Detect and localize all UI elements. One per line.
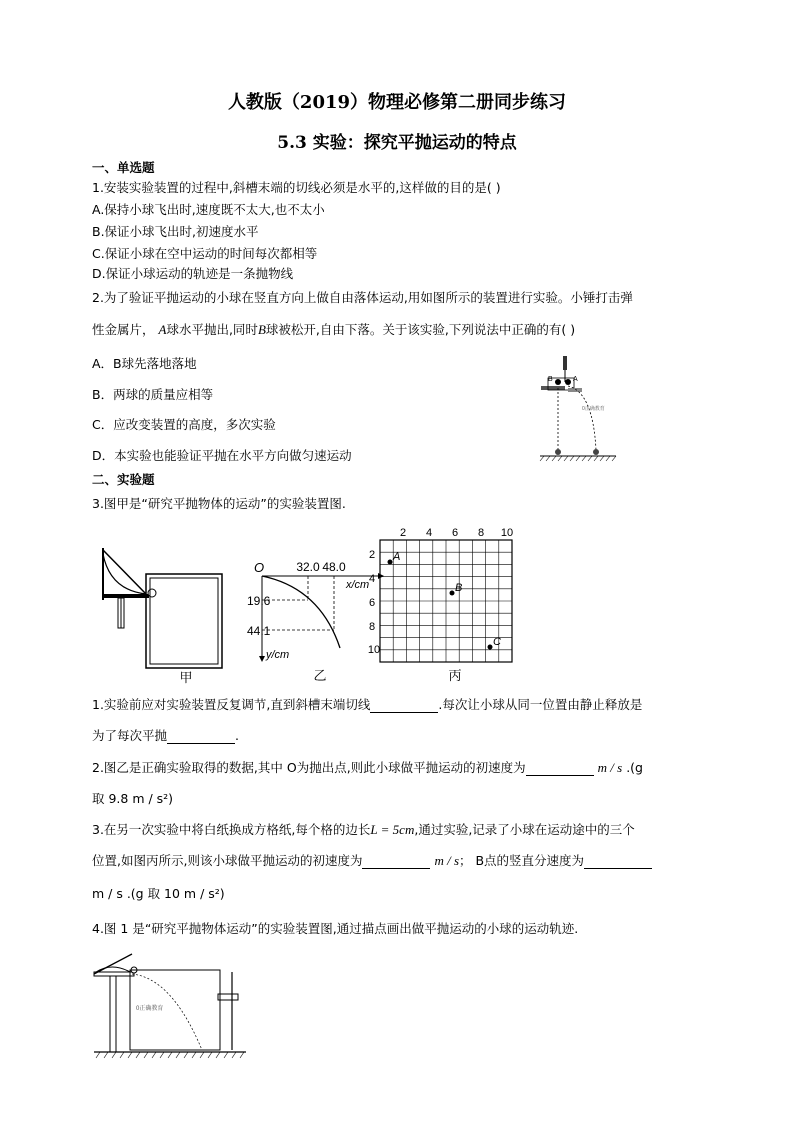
q4-apparatus-figure — [92, 952, 248, 1060]
q3-fig-yi-origin: O — [254, 560, 265, 575]
q3-sub1-line2 — [92, 728, 239, 744]
q3-fig-yi-xtick-1: 32.0 — [296, 560, 320, 574]
q2-ball-a-label: A — [158, 322, 167, 337]
q3-point-b — [450, 591, 455, 596]
q3-fig-jia-caption: 甲 — [179, 670, 193, 685]
q3-sub3-line1 — [92, 822, 635, 838]
q3-fig-yi-yaxis: y/cm — [266, 649, 290, 661]
q3-point-c-label: C — [493, 636, 501, 648]
q1-stem: 1.安装实验装置的过程中,斜槽末端的切线必须是水平的,这样做的目的是( ) — [92, 180, 501, 195]
q3-sub3-text-b: ,通过实验,记录了小球在运动途中的三个 — [414, 822, 635, 837]
q3-fig-yi-caption: 乙 — [313, 668, 327, 683]
q3-sub1-text-d: . — [235, 728, 239, 743]
q2-fig-label-a: A — [573, 376, 578, 383]
page-subtitle: 5.3 实验：探究平抛运动的特点 — [277, 133, 517, 153]
q2-fig-label-b: B — [548, 376, 553, 383]
q3-sub3-side-length: L = 5cm — [370, 822, 415, 837]
q3-fig-bing-ytick-6: 6 — [368, 597, 376, 609]
q1-option-b: B.保证小球飞出时,初速度水平 — [92, 224, 259, 239]
q3-sub2-unit: m / s — [597, 760, 623, 775]
q4-stem: 4.图 1 是“研究平抛物体运动”的实验装置图,通过描点画出做平抛运动的小球的运动轨迹. — [92, 921, 579, 936]
section-heading-single-choice: 一、单选题 — [92, 160, 155, 175]
q3-fig-bing-ytick-8: 8 — [368, 621, 376, 633]
q2-stem-line2 — [92, 322, 575, 338]
q3-stem: 3.图甲是“研究平抛物体的运动”的实验装置图. — [92, 496, 346, 511]
q3-sub3-text-c: 位置,如图丙所示,则该小球做平抛运动的初速度为 — [92, 853, 363, 868]
q2-option-d: D．本实验也能验证平抛在水平方向做匀速运动 — [92, 448, 352, 463]
q1-option-d: D.保证小球运动的轨迹是一条抛物线 — [92, 266, 294, 281]
q3-sub1-text-b: .每次让小球从同一位置由静止释放是 — [438, 697, 643, 712]
q3-point-a — [388, 560, 393, 565]
q2-option-c: C．应改变装置的高度，多次实验 — [92, 417, 276, 432]
q2-stem-part1: 性金属片， — [92, 322, 155, 337]
q3-sub1-blank-1[interactable] — [370, 700, 438, 713]
q3-fig-yi-xtick-2: 48.0 — [322, 560, 346, 574]
q3-sub2-text-a: 2.图乙是正确实验取得的数据,其中 O为抛出点,则此小球做平抛运动的初速度为 — [92, 760, 526, 775]
q2-option-b: B．两球的质量应相等 — [92, 387, 214, 402]
q3-sub2-text-b: .(g — [622, 760, 643, 775]
q3-fig-yi-ytick-1: 19.6 — [247, 594, 271, 608]
q3-sub3-unit: m / s — [434, 853, 459, 868]
q3-point-c — [488, 645, 493, 650]
q3-fig-bing-caption: 丙 — [448, 668, 462, 683]
q2-apparatus-figure — [538, 352, 618, 464]
q3-sub1-text-c: 为了每次平抛 — [92, 728, 168, 743]
q3-sub3-blank-2[interactable] — [584, 856, 652, 869]
q3-figure-bing — [368, 526, 524, 684]
q1-option-c: C.保证小球在空中运动的时间每次都相等 — [92, 246, 318, 261]
q3-fig-bing-ytick-2: 2 — [368, 549, 376, 561]
q3-fig-bing-ytick-4: 4 — [368, 573, 376, 585]
q3-fig-yi-ytick-2: 44.1 — [247, 624, 271, 638]
q3-sub3-line2 — [92, 853, 652, 869]
q2-option-a: A．B球先落地落地 — [92, 356, 197, 371]
q3-fig-bing-xtick-2: 2 — [399, 527, 407, 539]
q3-fig-bing-xtick-6: 6 — [451, 527, 459, 539]
q3-sub1-line1 — [92, 697, 642, 713]
q1-option-a: A.保持小球飞出时,速度既不太大,也不太小 — [92, 202, 325, 217]
q3-sub3-blank-1[interactable] — [362, 856, 430, 869]
q2-stem-line1: 2.为了验证平抛运动的小球在竖直方向上做自由落体运动,用如图所示的装置进行实验。小锤打击弹 — [92, 290, 633, 305]
q2-stem-part3: 球被松开,自由下落。关于该实验,下列说法中正确的有( ) — [265, 322, 576, 337]
q3-sub2-line1 — [92, 760, 643, 776]
q3-fig-bing-xtick-8: 8 — [477, 527, 485, 539]
page-title: 人教版（2019）物理必修第二册同步练习 — [227, 92, 567, 113]
q3-sub3-line3: m / s .(g 取 10 m / s²) — [92, 886, 225, 901]
section-heading-experiment: 二、实验题 — [92, 472, 155, 487]
q3-figure-jia — [100, 548, 232, 684]
q3-point-a-label: A — [393, 551, 401, 563]
q3-sub2-blank[interactable] — [526, 763, 594, 776]
q3-sub3-text-d: ； B点的竖直分速度为 — [459, 853, 585, 868]
q2-fig-watermark: 0正确教育 — [582, 406, 605, 412]
q2-ball-b-label: B — [257, 322, 266, 337]
q3-sub1-text-a: 1.实验前应对实验装置反复调节,直到斜槽末端切线 — [92, 697, 371, 712]
q2-stem-part2: 球水平抛出,同时 — [166, 322, 258, 337]
q3-point-b-label: B — [455, 582, 463, 594]
q4-fig-watermark: 0正确教育 — [136, 1006, 164, 1012]
q3-fig-bing-ytick-10: 10 — [367, 644, 381, 656]
q3-sub3-text-a: 3.在另一次实验中将白纸换成方格纸,每个格的边长 — [92, 822, 371, 837]
q3-sub1-blank-2[interactable] — [167, 731, 235, 744]
q3-fig-yi-xaxis: x/cm — [346, 579, 370, 591]
q3-fig-bing-xtick-4: 4 — [425, 527, 433, 539]
q3-sub2-line2: 取 9.8 m / s²) — [92, 791, 174, 806]
q3-fig-bing-xtick-10: 10 — [500, 527, 514, 539]
